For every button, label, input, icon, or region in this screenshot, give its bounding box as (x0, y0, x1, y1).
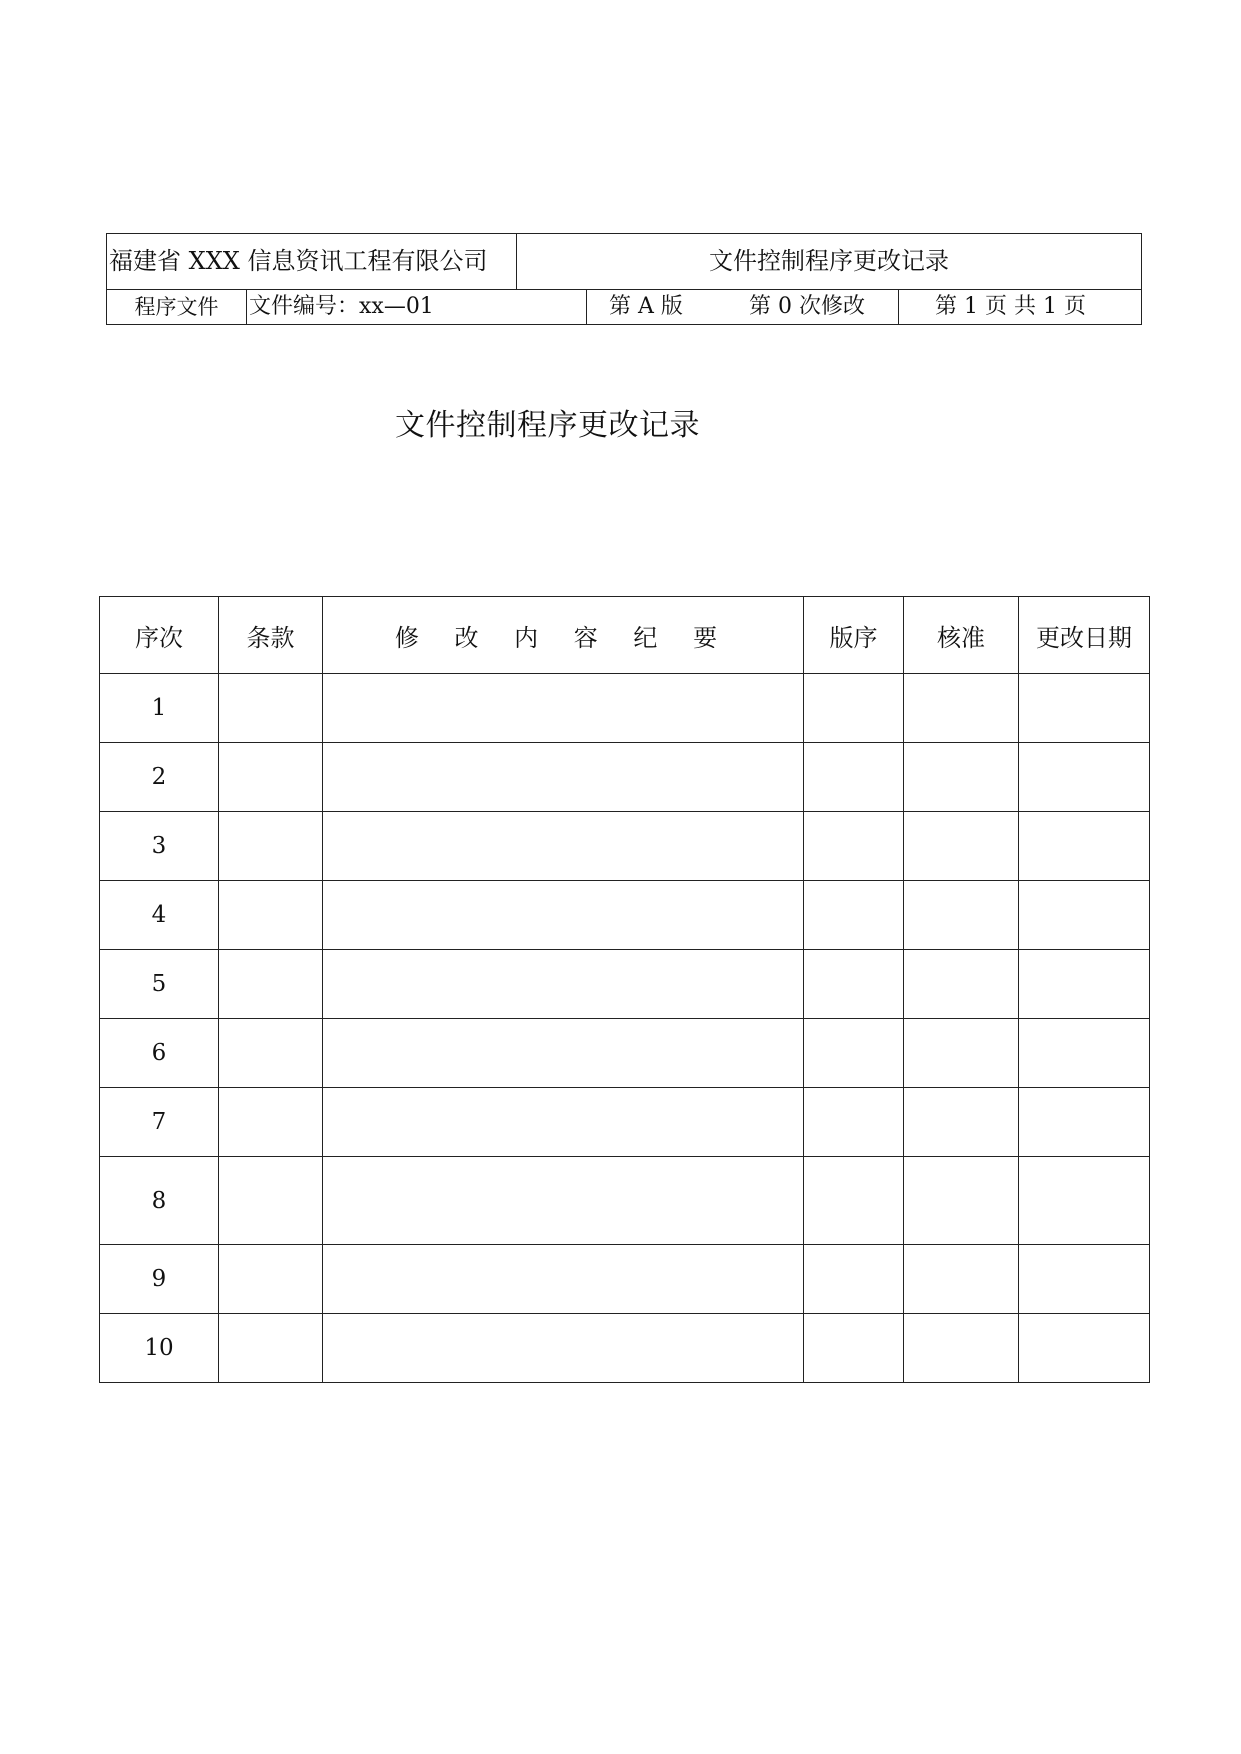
clause-cell[interactable] (219, 950, 323, 1019)
version-cell[interactable] (804, 1019, 904, 1088)
content-cell[interactable] (323, 743, 804, 812)
row-seq: 1 (100, 674, 219, 743)
clause-cell[interactable] (219, 1245, 323, 1314)
content-cell[interactable] (323, 1019, 804, 1088)
approval-cell[interactable] (904, 950, 1019, 1019)
version-cell[interactable] (804, 950, 904, 1019)
approval-cell[interactable] (904, 1245, 1019, 1314)
date-cell[interactable] (1019, 1088, 1150, 1157)
revision: 第 0 次修改 (749, 294, 865, 319)
document-header (106, 233, 1142, 325)
table-row (100, 1245, 1150, 1314)
version-cell[interactable] (804, 1245, 904, 1314)
col-header-content: 修 改 内 容 纪 要 (323, 597, 804, 674)
version-cell[interactable] (804, 743, 904, 812)
row-seq: 9 (100, 1245, 219, 1314)
clause-cell[interactable] (219, 1019, 323, 1088)
version-cell[interactable] (804, 1088, 904, 1157)
table-row (100, 1157, 1150, 1245)
content-cell[interactable] (323, 1245, 804, 1314)
content-cell[interactable] (323, 881, 804, 950)
date-cell[interactable] (1019, 881, 1150, 950)
header-row-2 (107, 290, 1141, 324)
clause-cell[interactable] (219, 743, 323, 812)
version-cell[interactable] (804, 881, 904, 950)
date-cell[interactable] (1019, 743, 1150, 812)
content-cell[interactable] (323, 1157, 804, 1245)
date-cell[interactable] (1019, 1314, 1150, 1383)
table-row (100, 1019, 1150, 1088)
doc-type: 程序文件 (107, 290, 247, 324)
table-row (100, 1314, 1150, 1383)
date-cell[interactable] (1019, 674, 1150, 743)
content-cell[interactable] (323, 674, 804, 743)
table-row (100, 743, 1150, 812)
row-seq: 5 (100, 950, 219, 1019)
version-cell[interactable] (804, 812, 904, 881)
table-row (100, 950, 1150, 1019)
content-cell[interactable] (323, 1088, 804, 1157)
edition: 第 A 版 (609, 294, 683, 319)
header-row-1 (107, 234, 1141, 290)
table-header-row (100, 597, 1150, 674)
approval-cell[interactable] (904, 1088, 1019, 1157)
col-header-approval: 核准 (904, 597, 1019, 674)
date-cell[interactable] (1019, 1019, 1150, 1088)
approval-cell[interactable] (904, 674, 1019, 743)
col-header-version: 版序 (804, 597, 904, 674)
row-seq: 6 (100, 1019, 219, 1088)
approval-cell[interactable] (904, 743, 1019, 812)
doc-number: 文件编号：xx—01 (247, 290, 587, 324)
date-cell[interactable] (1019, 1157, 1150, 1245)
table-row (100, 812, 1150, 881)
table-row (100, 1088, 1150, 1157)
header-doc-title: 文件控制程序更改记录 (709, 247, 949, 275)
date-cell[interactable] (1019, 1245, 1150, 1314)
date-cell[interactable] (1019, 950, 1150, 1019)
version-cell (587, 290, 899, 324)
approval-cell[interactable] (904, 812, 1019, 881)
row-seq: 4 (100, 881, 219, 950)
company-name: 福建省 XXX 信息资讯工程有限公司 (107, 234, 517, 289)
approval-cell[interactable] (904, 881, 1019, 950)
clause-cell[interactable] (219, 674, 323, 743)
table-row (100, 881, 1150, 950)
row-seq: 3 (100, 812, 219, 881)
row-seq: 2 (100, 743, 219, 812)
approval-cell[interactable] (904, 1157, 1019, 1245)
page-info: 第 1 页 共 1 页 (935, 294, 1086, 319)
content-cell[interactable] (323, 950, 804, 1019)
col-header-date: 更改日期 (1019, 597, 1150, 674)
clause-cell[interactable] (219, 812, 323, 881)
clause-cell[interactable] (219, 1088, 323, 1157)
clause-cell[interactable] (219, 881, 323, 950)
row-seq: 8 (100, 1157, 219, 1245)
version-cell[interactable] (804, 1314, 904, 1383)
col-header-clause: 条款 (219, 597, 323, 674)
clause-cell[interactable] (219, 1157, 323, 1245)
approval-cell[interactable] (904, 1019, 1019, 1088)
change-record-table (99, 596, 1150, 1383)
page-title: 文件控制程序更改记录 (395, 408, 700, 443)
table-row (100, 674, 1150, 743)
version-cell[interactable] (804, 674, 904, 743)
version-cell[interactable] (804, 1157, 904, 1245)
content-cell[interactable] (323, 812, 804, 881)
clause-cell[interactable] (219, 1314, 323, 1383)
row-seq: 7 (100, 1088, 219, 1157)
content-cell[interactable] (323, 1314, 804, 1383)
approval-cell[interactable] (904, 1314, 1019, 1383)
col-header-seq: 序次 (100, 597, 219, 674)
row-seq: 10 (100, 1314, 219, 1383)
date-cell[interactable] (1019, 812, 1150, 881)
